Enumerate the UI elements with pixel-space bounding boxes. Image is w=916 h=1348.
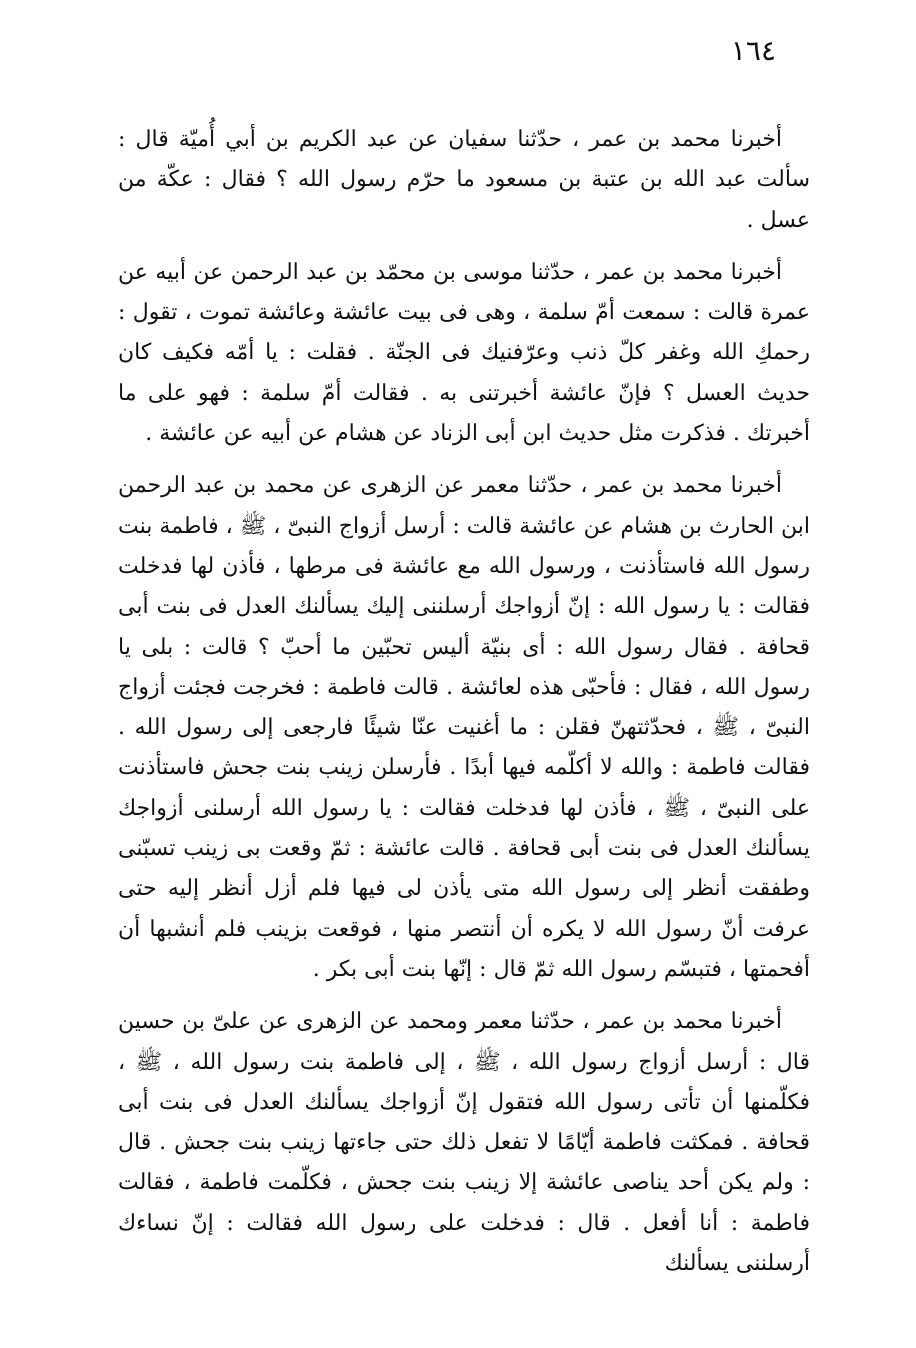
paragraph-2: أخبرنا محمد بن عمر ، حدّثنا موسى بن محمّد بن عبد الرحمن عن أبيه عن عمرة قالت : سمعت أمّ سلمة ، وهى فى بيت عائشة وعائشة تموت ، تقول : رحمكِ الله وغفر كلّ ذنب وعرّفنيك فى الجنّة . فقلت : يا أمّه فكيف كان حديث العسل ؟ فإنّ عائشة أخبرتنى به . فقالت أمّ سلمة : فهو على ما أخبرتك . فذكرت مثل حديث ابن أبى الزناد عن هشام عن أبيه عن عائشة .: [118, 259, 810, 447]
paragraph-4: أخبرنا محمد بن عمر ، حدّثنا معمر ومحمد عن الزهرى عن علىّ بن حسين قال : أرسل أزواج رسول الله ، ﷺ ، إلى فاطمة بنت رسول الله ، ﷺ ، فكلّمنها أن تأتى رسول الله فتقول إنّ أزواجك يسألنك العدل فى بنت أبى قحافة . فمكثت فاطمة أيّامًا لا تفعل ذلك حتى جاءتها زينب بنت جحش . قال : ولم يكن أحد يناصى عائشة إلا زينب بنت جحش ، فكلّمت فاطمة ، فقالت فاطمة : أنا أفعل . قال : فدخلت على رسول الله فقالت : إنّ نساءك أرسلننى يسألنك: [118, 1009, 810, 1277]
paragraph-1: أخبرنا محمد بن عمر ، حدّثنا سفيان عن عبد الكريم بن أبي أُميّة قال : سألت عبد الله بن عتبة بن مسعود ما حرّم رسول الله ؟ فقال : عكّة من عسل .: [118, 127, 810, 233]
paragraph-3: أخبرنا محمد بن عمر ، حدّثنا معمر عن الزهرى عن محمد بن عبد الرحمن ابن الحارث بن هشام عن عائشة قالت : أرسل أزواج النبىّ ، ﷺ ، فاطمة بنت رسول الله فاستأذنت ، ورسول الله مع عائشة فى مرطها ، فأذن لها فدخلت فقالت : يا رسول الله : إنّ أزواجك أرسلننى إليك يسألنك العدل فى بنت أبى قحافة . فقال رسول الله : أى بنيّة أليس تحبّين ما أحبّ ؟ قالت : بلى يا رسول الله ، فقال : فأحبّى هذه لعائشة . قالت فاطمة : فخرجت فجئت أزواج النبىّ ، ﷺ ، فحدّثتهنّ فقلن : ما أغنيت عنّا شيئًا فارجعى إلى رسول الله . فقالت فاطمة : والله لا أكلّمه فيها أبدًا . فأرسلن زينب بنت جحش فاستأذنت على النبىّ ، ﷺ ، فأذن لها فدخلت فقالت : يا رسول الله أرسلنى أزواجك يسألنك العدل فى بنت أبى قحافة . قالت عائشة : ثمّ وقعت بى زينب تسبّنى وطفقت أنظر إلى رسول الله متى يأذن لى فيها فلم أزل أنظر إليه حتى عرفت أنّ رسول الله لا يكره أن أنتصر منها ، فوقعت بزينب فلم أنشبها أن أفحمتها ، فتبسّم رسول الله ثمّ قال : إنّها بنت أبى بكر .: [118, 473, 810, 982]
page-body: [118, 120, 810, 1284]
page-number: ١٦٤: [730, 34, 776, 67]
